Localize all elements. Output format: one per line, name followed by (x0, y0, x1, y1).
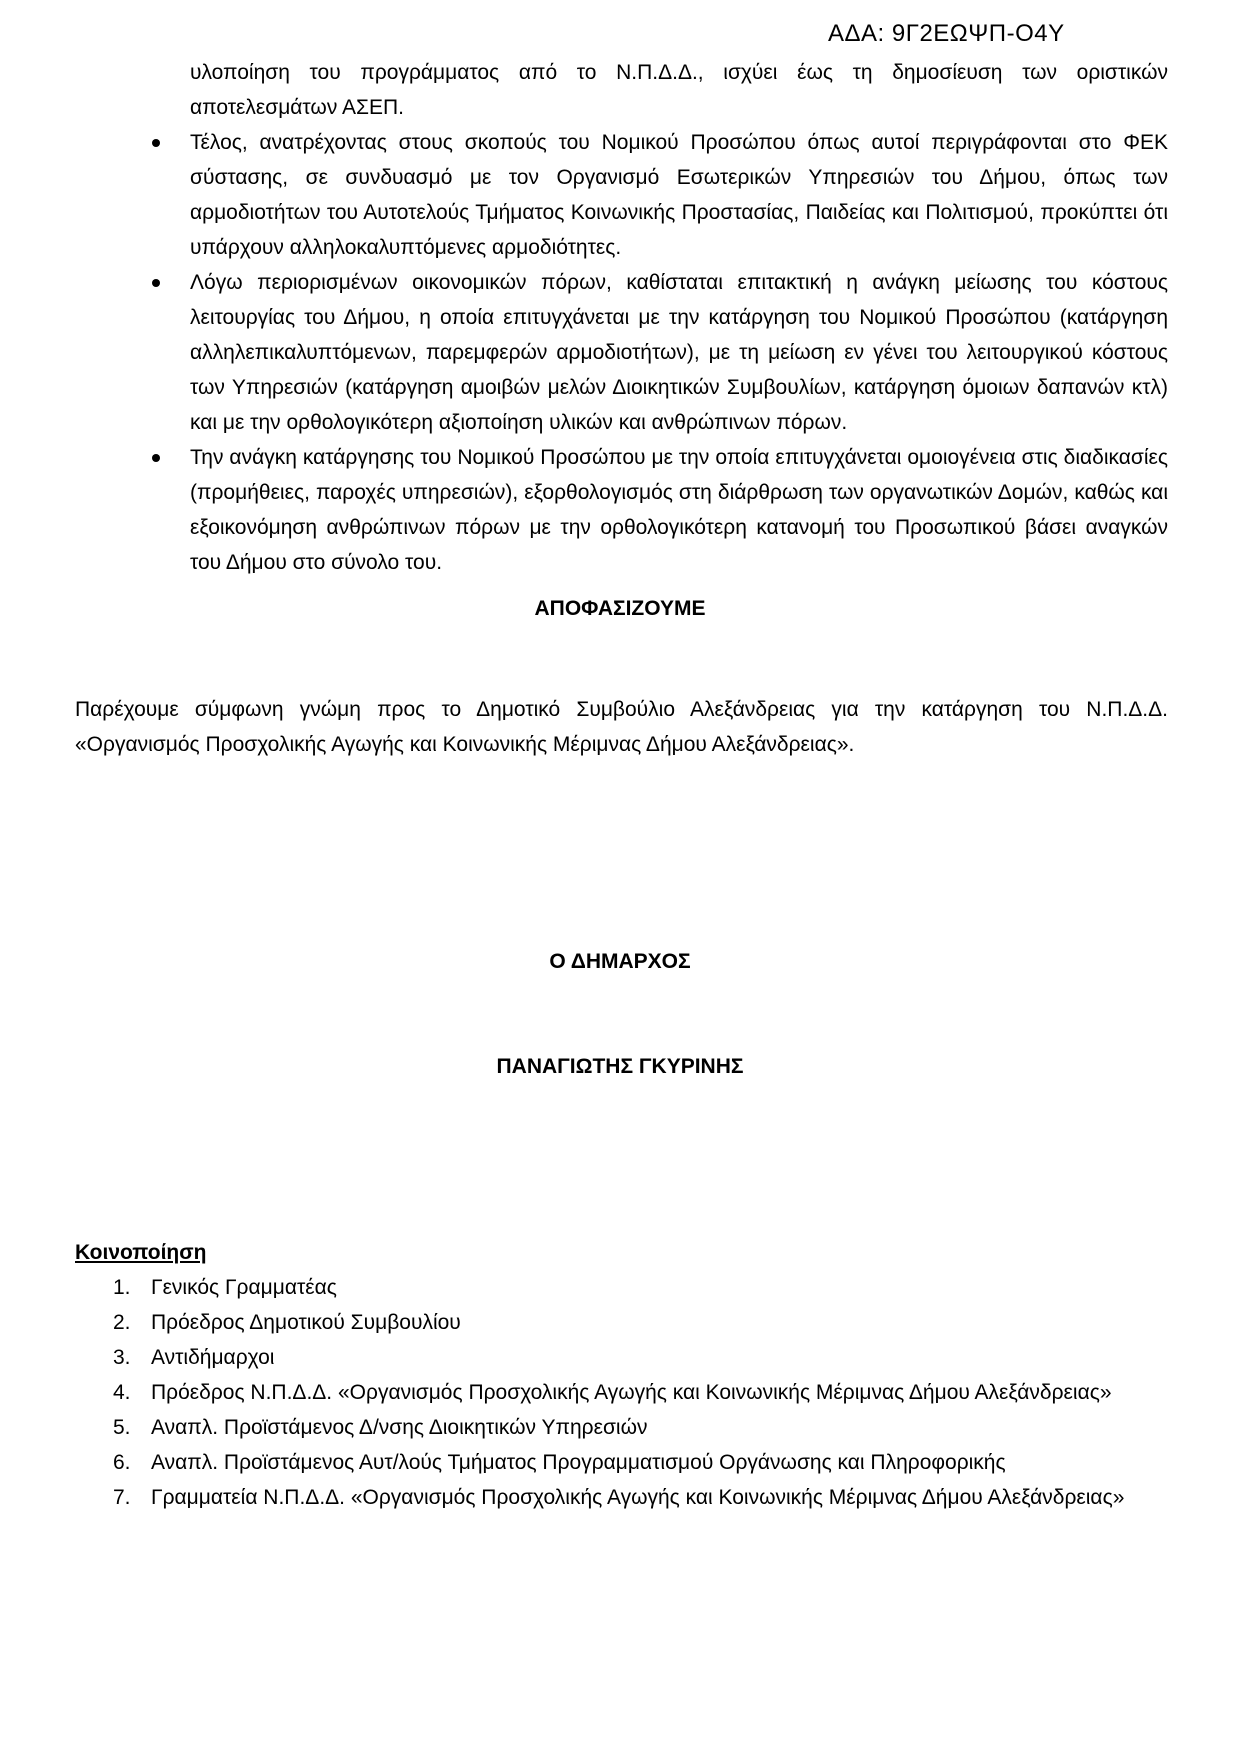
bullet-text: Την ανάγκη κατάργησης του Νομικού Προσώπου με την οποία επιτυγχάνεται ομοιογένεια στις διαδικασίες (προμήθειες, παροχές υπηρεσιών), εξορθολογισμός στη διάρθρωση των οργανωτικών Δομών, καθώς και εξοικονόμηση ανθρώπινων πόρων με την ορθολογικότερη κατανομή του Προσωπικού βάσει αναγκών του Δήμου στο σύνολο του. (190, 446, 1168, 574)
notification-list (75, 1270, 1195, 1515)
intro-continuation: υλοποίηση του προγράμματος από το Ν.Π.Δ.Δ., ισχύει έως τη δημοσίευση των οριστικών αποτελεσμάτων ΑΣΕΠ. (190, 61, 1168, 119)
bullet-icon (152, 279, 160, 287)
bullet-item (150, 125, 1168, 265)
bullet-item (150, 440, 1168, 580)
list-item-text: Γραμματεία Ν.Π.Δ.Δ. «Οργανισμός Προσχολικής Αγωγής και Κοινωνικής Μέριμνας Δήμου Αλεξάνδρειας» (151, 1486, 1125, 1509)
mayor-title: Ο ΔΗΜΑΡΧΟΣ (549, 950, 691, 973)
bullet-list (150, 125, 1168, 580)
list-item-text: Αναπλ. Προϊστάμενος Δ/νσης Διοικητικών Υπηρεσιών (151, 1416, 648, 1439)
notification-title: Κοινοποίηση (75, 1241, 207, 1264)
ada-code: ΑΔΑ: 9Γ2ΕΩΨΠ-Ο4Υ (828, 20, 1065, 47)
bullet-icon (152, 139, 160, 147)
list-item-number: 7. (113, 1486, 131, 1509)
list-item (75, 1340, 1195, 1375)
list-item (75, 1445, 1195, 1480)
decision-heading: ΑΠΟΦΑΣΙΖΟΥΜΕ (534, 597, 706, 620)
list-item-text: Πρόεδρος Ν.Π.Δ.Δ. «Οργανισμός Προσχολικής Αγωγής και Κοινωνικής Μέριμνας Δήμου Αλεξάνδρειας» (151, 1381, 1112, 1404)
list-item-number: 4. (113, 1381, 131, 1404)
list-item (75, 1375, 1195, 1410)
list-item-number: 3. (113, 1346, 131, 1369)
list-item (75, 1480, 1195, 1515)
list-item-number: 1. (113, 1276, 131, 1299)
decision-text: Παρέχουμε σύμφωνη γνώμη προς το Δημοτικό Συμβούλιο Αλεξάνδρειας για την κατάργηση του Ν.Π.Δ.Δ. «Οργανισμός Προσχολικής Αγωγής και Κοινωνικής Μέριμνας Δήμου Αλεξάνδρειας». (75, 698, 1168, 756)
list-item-text: Πρόεδρος Δημοτικού Συμβουλίου (151, 1311, 461, 1334)
list-item (75, 1270, 1195, 1305)
list-item-number: 6. (113, 1451, 131, 1474)
list-item-text: Αναπλ. Προϊστάμενος Αυτ/λούς Τμήματος Προγραμματισμού Οργάνωσης και Πληροφορικής (151, 1451, 1006, 1474)
list-item-text: Γενικός Γραμματέας (151, 1276, 337, 1299)
list-item-number: 2. (113, 1311, 131, 1334)
bullet-text: Λόγω περιορισμένων οικονομικών πόρων, καθίσταται επιτακτική η ανάγκη μείωσης του κόστους λειτουργίας του Δήμου, η οποία επιτυγχάνεται με την κατάργηση του Νομικού Προσώπου (κατάργηση αλληλεπικαλυπτόμενων, παρεμφερών αρμοδιοτήτων), με τη μείωση εν γένει του λειτουργικού κόστους των Υπηρεσιών (κατάργηση αμοιβών μελών Διοικητικών Συμβουλίων, κατάργηση όμοιων δαπανών κτλ) και με την ορθολογικότερη αξιοποίηση υλικών και ανθρώπινων πόρων. (190, 271, 1168, 434)
mayor-name: ΠΑΝΑΓΙΩΤΗΣ ΓΚΥΡΙΝΗΣ (496, 1055, 744, 1078)
list-item (75, 1305, 1195, 1340)
list-item (75, 1410, 1195, 1445)
bullet-icon (152, 454, 160, 462)
list-item-text: Αντιδήμαρχοι (151, 1346, 275, 1369)
list-item-number: 5. (113, 1416, 131, 1439)
bullet-text: Τέλος, ανατρέχοντας στους σκοπούς του Νομικού Προσώπου όπως αυτοί περιγράφονται στο ΦΕΚ σύστασης, σε συνδυασμό με τον Οργανισμό Εσωτερικών Υπηρεσιών του Δήμου, όπως των αρμοδιοτήτων του Αυτοτελούς Τμήματος Κοινωνικής Προστασίας, Παιδείας και Πολιτισμού, προκύπτει ότι υπάρχουν αλληλοκαλυπτόμενες αρμοδιότητες. (190, 131, 1168, 259)
bullet-item (150, 265, 1168, 440)
